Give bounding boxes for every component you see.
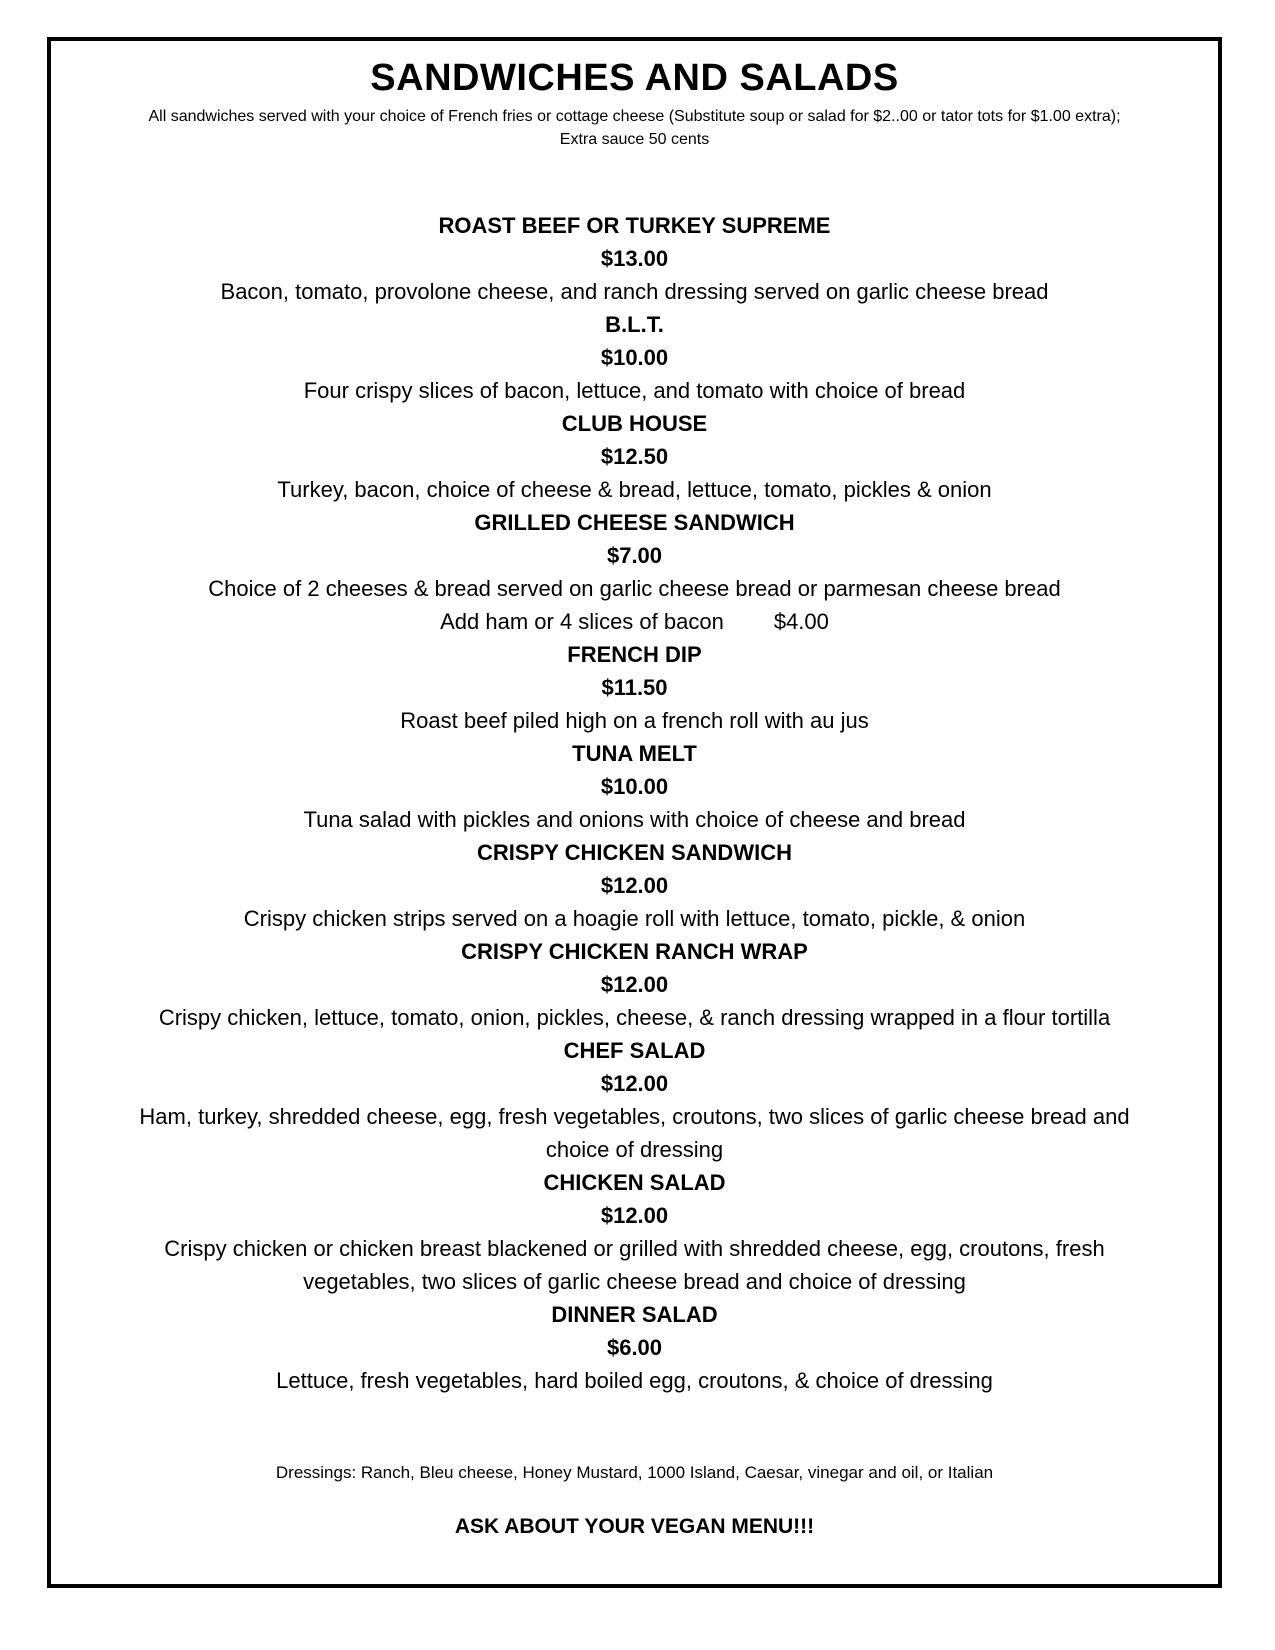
item-name: CRISPY CHICKEN SANDWICH bbox=[477, 840, 792, 865]
menu-item-tuna-melt bbox=[51, 737, 1218, 836]
item-name: TUNA MELT bbox=[572, 741, 697, 766]
menu-item-dinner-salad bbox=[51, 1298, 1218, 1397]
item-price: $12.00 bbox=[600, 1071, 669, 1096]
subtitle-line-2: Extra sauce 50 cents bbox=[559, 131, 710, 148]
menu-item-crispy-chicken-ranch-wrap bbox=[51, 935, 1218, 1034]
menu-item-crispy-chicken-sandwich bbox=[51, 836, 1218, 935]
item-description: Turkey, bacon, choice of cheese & bread, lettuce, tomato, pickles & onion bbox=[277, 477, 992, 502]
item-name: GRILLED CHEESE SANDWICH bbox=[474, 510, 795, 535]
vegan-menu-note: ASK ABOUT YOUR VEGAN MENU!!! bbox=[454, 1515, 815, 1538]
item-price: $12.00 bbox=[600, 972, 669, 997]
item-name: DINNER SALAD bbox=[551, 1302, 718, 1327]
item-description: Four crispy slices of bacon, lettuce, and tomato with choice of bread bbox=[303, 378, 966, 403]
item-price: $12.50 bbox=[600, 444, 669, 469]
menu-item-chicken-salad bbox=[51, 1166, 1218, 1298]
item-description-line-1: Crispy chicken or chicken breast blackened or grilled with shredded cheese, egg, croutons, fresh bbox=[164, 1236, 1105, 1261]
item-price: $12.00 bbox=[600, 1203, 669, 1228]
item-description: Lettuce, fresh vegetables, hard boiled egg, croutons, & choice of dressing bbox=[276, 1368, 993, 1393]
menu-item-grilled-cheese bbox=[51, 506, 1218, 638]
page-title: SANDWICHES AND SALADS bbox=[370, 57, 899, 99]
item-price: $12.00 bbox=[600, 873, 669, 898]
menu-frame bbox=[47, 37, 1222, 1588]
addon-text: Add ham or 4 slices of bacon bbox=[440, 609, 724, 634]
menu-header bbox=[51, 51, 1218, 151]
item-description: Crispy chicken strips served on a hoagie roll with lettuce, tomato, pickle, & onion bbox=[243, 906, 1026, 931]
addon-price: $4.00 bbox=[773, 609, 829, 634]
item-price: $10.00 bbox=[600, 774, 669, 799]
item-description: Bacon, tomato, provolone cheese, and ranch dressing served on garlic cheese bread bbox=[220, 279, 1049, 304]
item-description-line-1: Ham, turkey, shredded cheese, egg, fresh vegetables, croutons, two slices of garlic cheese bread and bbox=[139, 1104, 1130, 1129]
menu-item-french-dip bbox=[51, 638, 1218, 737]
item-price: $11.50 bbox=[601, 675, 668, 700]
item-name: CLUB HOUSE bbox=[561, 411, 708, 436]
item-price: $6.00 bbox=[606, 1335, 663, 1360]
item-description: Crispy chicken, lettuce, tomato, onion, pickles, cheese, & ranch dressing wrapped in a flour tortilla bbox=[158, 1005, 1111, 1030]
dressings-note: Dressings: Ranch, Bleu cheese, Honey Mustard, 1000 Island, Caesar, vinegar and oil, or Italian bbox=[275, 1463, 994, 1482]
item-name: CHEF SALAD bbox=[563, 1038, 706, 1063]
item-description: Roast beef piled high on a french roll with au jus bbox=[400, 708, 869, 733]
item-name: ROAST BEEF OR TURKEY SUPREME bbox=[438, 213, 831, 238]
item-description-line-2: vegetables, two slices of garlic cheese bread and choice of dressing bbox=[303, 1269, 966, 1294]
item-name: CRISPY CHICKEN RANCH WRAP bbox=[461, 939, 808, 964]
item-price: $13.00 bbox=[600, 246, 669, 271]
item-price: $7.00 bbox=[606, 543, 663, 568]
menu-item-blt bbox=[51, 308, 1218, 407]
menu-item-roast-beef-turkey-supreme bbox=[51, 209, 1218, 308]
menu-items bbox=[51, 209, 1218, 1397]
item-description: Choice of 2 cheeses & bread served on garlic cheese bread or parmesan cheese bread bbox=[208, 576, 1061, 601]
item-name: FRENCH DIP bbox=[567, 642, 702, 667]
item-name: B.L.T. bbox=[605, 312, 664, 337]
item-description: Tuna salad with pickles and onions with choice of cheese and bread bbox=[303, 807, 966, 832]
item-description-line-2: choice of dressing bbox=[545, 1137, 724, 1162]
menu-item-chef-salad bbox=[51, 1034, 1218, 1166]
item-price: $10.00 bbox=[600, 345, 669, 370]
item-name: CHICKEN SALAD bbox=[543, 1170, 726, 1195]
menu-item-club-house bbox=[51, 407, 1218, 506]
item-addon bbox=[51, 605, 1218, 638]
subtitle-line-1: All sandwiches served with your choice of French fries or cottage cheese (Substitute soup or salad for $2..00 or tator tots for $1.00 extra); bbox=[148, 108, 1121, 125]
